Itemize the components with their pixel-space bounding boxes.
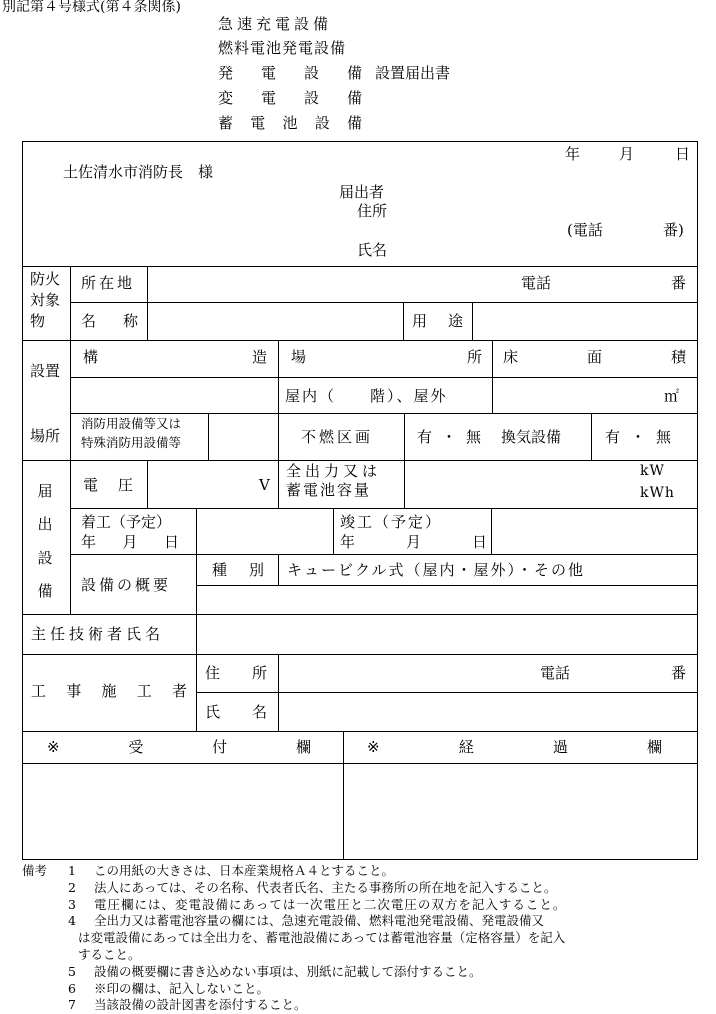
contractor-phone-label: 電話: [540, 664, 571, 682]
start-date-ymd: 年 月 日: [81, 533, 179, 551]
floor-area-label: 床 面 積: [503, 348, 686, 366]
start-date-label: 着工（予定）: [81, 513, 172, 531]
output-label-1: 全出力又は: [286, 462, 382, 480]
title-line-generator: 発 電 設 備: [218, 64, 362, 82]
note-6-text: ※印の欄は、記入しないこと。: [94, 981, 270, 996]
note-4-text-cont-1: は変電設備にあっては全出力を、蓄電池設備にあっては蓄電池容量（定格容量）を記入: [78, 930, 566, 945]
note-3-num: 3: [68, 897, 76, 912]
fire-equipment-label-2: 特殊消防用設備等: [81, 435, 182, 450]
note-2-text: 法人にあっては、その名称、代表者氏名、主たる事務所の所在地を記入すること。: [94, 880, 557, 895]
nonflammable-label: 不燃区画: [301, 428, 374, 446]
reception-receipt-label: ※ 受 付 欄: [47, 738, 311, 756]
note-6-num: 6: [68, 981, 76, 996]
note-1-num: 1: [68, 863, 76, 878]
type-value: キュービクル式（屋内・屋外）・その他: [287, 561, 586, 579]
fire-target-label: 防火 対象 物: [30, 270, 61, 330]
title-line-fuel-cell: 燃料電池発電設備: [218, 39, 347, 57]
note-1-text: この用紙の大きさは、日本産業規格Ａ４とすること。: [94, 863, 395, 878]
note-3-text: 電圧欄には、変電設備にあっては一次電圧と二次電圧の双方を記入すること。: [94, 897, 567, 912]
note-5-num: 5: [68, 964, 76, 979]
contractor-name-label: 氏 名: [205, 703, 267, 721]
date-month-label: 月: [619, 145, 635, 163]
overview-label: 設備の概要: [81, 576, 172, 594]
phone-close-label: 番): [663, 221, 684, 239]
title-line-battery: 蓄 電 池 設 備: [218, 114, 362, 132]
name-label: 氏名: [357, 241, 388, 259]
indoor-outdoor-text: 屋内（ 階）、屋外: [285, 387, 448, 405]
install-location-label-bottom: 場所: [30, 427, 61, 445]
note-7-num: 7: [68, 997, 76, 1012]
date-year-label: 年: [565, 145, 581, 163]
contractor-label: 工 事 施 工 者: [31, 682, 187, 700]
note-7-text: 当該設備の設計図書を添付すること。: [94, 997, 307, 1012]
structure-label: 構 造: [83, 348, 267, 366]
contractor-address-label: 住 所: [205, 664, 267, 682]
title-line-substation: 変 電 設 備: [218, 89, 362, 107]
voltage-unit: V: [259, 476, 270, 494]
unit-kwh: kWh: [640, 485, 675, 501]
notifier-label: 届出者: [339, 183, 385, 201]
nonflammable-yes-no: 有 ・ 無: [417, 428, 481, 446]
equipment-label: 届 出 設 備: [37, 482, 53, 600]
fire-target-location-label: 所在地: [81, 274, 136, 292]
note-4-text-cont-2: すること。: [78, 947, 141, 962]
contractor-ban-label: 番: [671, 664, 687, 682]
note-2-num: 2: [68, 880, 76, 895]
phone-open-label: (電話: [567, 221, 603, 239]
ventilation-label: 換気設備: [501, 428, 562, 446]
date-day-label: 日: [675, 145, 691, 163]
fire-target-ban-label: 番: [671, 274, 687, 292]
install-location-label-top: 設置: [30, 362, 61, 380]
fire-target-use-label: 用 途: [412, 312, 463, 330]
chief-engineer-label: 主任技術者氏名: [31, 625, 165, 643]
place-label: 場 所: [291, 348, 482, 366]
finish-date-label: 竣工（予定）: [340, 513, 443, 531]
note-4-num: 4: [68, 913, 76, 928]
fire-equipment-label-1: 消防用設備等又は: [81, 416, 182, 431]
voltage-label: 電 圧: [83, 476, 133, 494]
form-number: 別記第４号様式(第４条関係): [2, 0, 181, 15]
title-suffix: 設置届出書: [375, 64, 451, 82]
title-line-quick-charger: 急速充電設備: [218, 15, 333, 33]
notes-heading: 備考: [22, 863, 48, 878]
note-4-text: 全出力又は蓄電池容量の欄には、急速充電設備、燃料電池発電設備、発電設備又: [94, 913, 545, 928]
fire-target-name-label: 名 称: [81, 312, 138, 330]
note-5-text: 設備の概要欄に書き込めない事項は、別紙に記載して添付すること。: [94, 964, 482, 979]
addressee: 土佐清水市消防長 様: [63, 163, 214, 181]
unit-kw: kW: [640, 463, 665, 479]
output-label-2: 蓄電池容量: [286, 481, 372, 499]
type-label: 種 別: [212, 561, 264, 579]
finish-date-ymd: 年 月 日: [340, 533, 487, 551]
fire-target-phone-label: 電話: [521, 274, 552, 292]
reception-progress-label: ※ 経 過 欄: [367, 738, 662, 756]
ventilation-yes-no: 有 ・ 無: [605, 428, 671, 446]
unit-m2: ㎡: [664, 387, 680, 405]
address-label: 住所: [357, 202, 388, 220]
